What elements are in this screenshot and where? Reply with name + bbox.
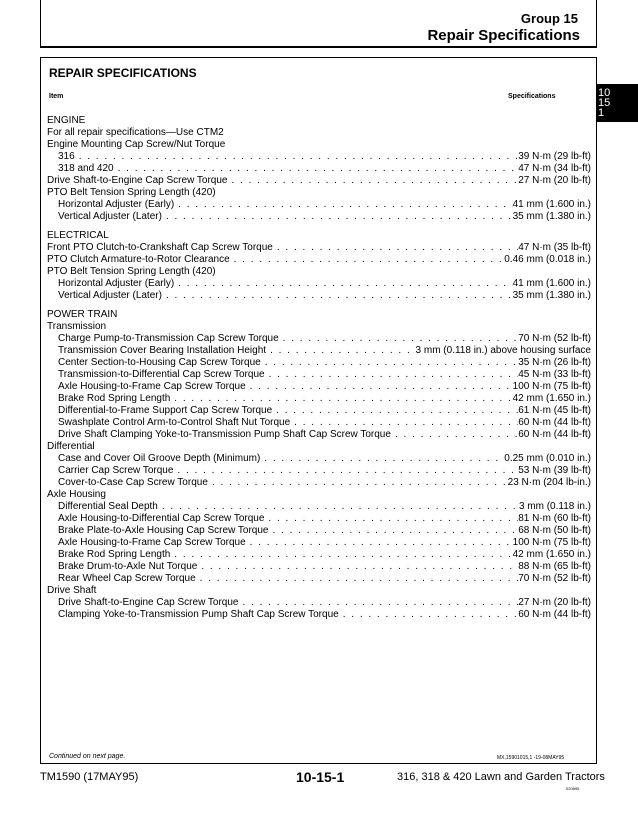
spec-row [47,585,591,597]
spec-row [47,309,591,321]
spec-item-label: Drive Shaft Clamping Yoke-to-Transmission Pump Shaft Cap Screw Torque [58,429,391,440]
spec-item-label: PTO Belt Tension Spring Length (420) [47,187,216,198]
spec-item-label: Clamping Yoke-to-Transmission Pump Shaft Cap Screw Torque [58,609,339,620]
spec-row [47,501,591,513]
spec-row [47,393,591,405]
spec-value: 41 mm (1.600 in.) [512,278,591,289]
spec-row [47,242,591,254]
spec-row [47,405,591,417]
spec-row [47,453,591,465]
spec-value: 68 N·m (50 lb-ft) [518,525,591,536]
spec-item-label: ENGINE [47,115,86,126]
spec-item-label: POWER TRAIN [47,309,118,320]
section-tab [596,84,638,122]
spec-row [47,211,591,223]
spec-item-label: Center Section-to-Housing Cap Screw Torque [58,357,261,368]
header-right-rule [596,0,597,46]
spec-item-label: Rear Wheel Cap Screw Torque [58,573,196,584]
dot-leader [268,525,518,537]
footer-manual-id: TM1590 (17MAY95) [40,771,139,783]
spec-item-label: Differential Seal Depth [58,501,158,512]
header-left-rule [40,0,41,46]
spec-value: 27 N·m (20 lb-ft) [518,175,591,186]
spec-value: 47 N·m (35 lb-ft) [518,242,591,253]
spec-row [47,290,591,302]
spec-row [47,357,591,369]
tab-line-3: 1 [598,107,605,119]
dot-leader [238,597,518,609]
dot-leader [279,333,519,345]
spec-row [47,139,591,151]
dot-leader [272,405,518,417]
spec-value: 45 N·m (33 lb-ft) [518,369,591,380]
dot-leader [170,393,512,405]
spec-item-label: Swashplate Control Arm-to-Control Shaft Nut Torque [58,417,291,428]
spec-value: 61 N·m (45 lb-ft) [518,405,591,416]
spec-item-label: Brake Rod Spring Length [58,549,171,560]
spec-value: 42 mm (1.650 in.) [512,549,591,560]
spec-row [47,187,591,199]
dot-leader [114,163,519,175]
spec-value: 23 N·m (204 lb-in.) [507,477,591,488]
spec-value: 39 N·m (29 lb-ft) [518,151,591,162]
continued-note: Continued on next page. [49,753,126,760]
spec-item-label: 316 [58,151,75,162]
dot-leader [162,290,513,302]
spec-value: 27 N·m (20 lb-ft) [518,597,591,608]
spec-item-label: Transmission Cover Bearing Installation Height [58,345,267,356]
spec-row [47,597,591,609]
spec-value: 70 N·m (52 lb-ft) [518,333,591,344]
spec-item-label: Front PTO Clutch-to-Crankshaft Cap Screw Torque [47,242,273,253]
dot-leader [197,561,518,573]
spec-value: 41 mm (1.600 in.) [512,199,591,210]
spec-item-label: Drive Shaft-to-Engine Cap Screw Torque [47,175,228,186]
spec-row [47,573,591,585]
dot-leader [162,211,513,223]
dot-leader [174,199,512,211]
dot-leader [158,501,519,513]
spec-row [47,513,591,525]
dot-leader [290,417,518,429]
spec-row [47,561,591,573]
dot-leader [196,573,519,585]
spec-value: 0.25 mm (0.010 in.) [504,453,591,464]
spec-item-label: Brake Drum-to-Axle Nut Torque [58,561,198,572]
spec-row [47,266,591,278]
spec-item-label: Engine Mounting Cap Screw/Nut Torque [47,139,226,150]
spec-item-label: Transmission [47,321,107,332]
spec-item-label: Brake Plate-to-Axle Housing Cap Screw Torque [58,525,269,536]
box-heading: REPAIR SPECIFICATIONS [49,66,197,80]
tab-line-2: 15 [598,97,611,109]
spec-item-label: Transmission-to-Differential Cap Screw Torque [58,369,265,380]
spec-value: 60 N·m (44 lb-ft) [518,429,591,440]
spec-row [47,609,591,621]
spec-item-label: Brake Rod Spring Length [58,393,171,404]
dot-leader [264,513,518,525]
header-rule [40,46,597,48]
spec-row [47,441,591,453]
dot-leader [246,537,513,549]
spec-value: 60 N·m (44 lb-ft) [518,417,591,428]
spec-item-label: Horizontal Adjuster (Early) [58,278,175,289]
spec-item-label: Differential [47,441,95,452]
spec-value: 35 mm (1.380 in.) [512,290,591,301]
spec-value: 60 N·m (44 lb-ft) [518,609,591,620]
spec-value: 70 N·m (52 lb-ft) [518,573,591,584]
dot-leader [170,549,512,561]
document-code: MX,15901015,1 -19-08MAY95 [497,755,565,761]
spec-item-label: Differential-to-Frame Support Cap Screw Torque [58,405,273,416]
dot-leader [273,242,518,254]
spec-row [47,321,591,333]
spec-value: 3 mm (0.118 in.) [518,501,591,512]
spec-row [47,254,591,266]
dot-leader [261,357,519,369]
dot-leader [174,278,512,290]
spec-value: 88 N·m (65 lb-ft) [518,561,591,572]
spec-row [47,525,591,537]
dot-leader [173,465,518,477]
spec-value: 81 N·m (60 lb-ft) [518,513,591,524]
spec-row [47,477,591,489]
dot-leader [227,175,518,187]
spec-item-label: Axle Housing-to-Frame Cap Screw Torque [58,381,246,392]
spec-item-label: Drive Shaft [47,585,97,596]
spec-value: 3 mm (0.118 in.) above housing surface [415,345,591,356]
spec-row [47,163,591,175]
footer-code: 020895 [566,786,580,791]
column-header-item: Item [49,93,64,100]
spec-row [47,333,591,345]
spec-row [47,417,591,429]
spec-item-label: For all repair specifications—Use CTM2 [47,127,224,138]
spec-row [47,549,591,561]
spec-row [47,278,591,290]
spec-item-label: Case and Cover Oil Groove Depth (Minimum) [58,453,261,464]
spec-item-label: Horizontal Adjuster (Early) [58,199,175,210]
spec-row [47,115,591,127]
spec-value: 0.46 mm (0.018 in.) [504,254,591,265]
dot-leader [266,345,415,357]
spec-row [47,230,591,242]
spec-item-label: PTO Clutch Armature-to-Rotor Clearance [47,254,230,265]
spec-item-label: Charge Pump-to-Transmission Cap Screw Torque [58,333,279,344]
spec-value: 53 N·m (39 lb-ft) [518,465,591,476]
footer-product-title: 316, 318 & 420 Lawn and Garden Tractors [397,771,605,783]
spec-row [47,537,591,549]
spec-item-label: Drive Shaft-to-Engine Cap Screw Torque [58,597,239,608]
spec-value: 100 N·m (75 lb-ft) [512,537,591,548]
section-title: Repair Specifications [427,27,580,44]
spec-row [47,175,591,187]
spec-row [47,151,591,163]
spec-value: 100 N·m (75 lb-ft) [512,381,591,392]
spec-item-label: PTO Belt Tension Spring Length (420) [47,266,216,277]
dot-leader [339,609,519,621]
footer-page-number: 10-15-1 [296,769,345,785]
dot-leader [208,477,508,489]
spec-item-label: Vertical Adjuster (Later) [58,211,162,222]
dot-leader [265,369,519,381]
spec-item-label: ELECTRICAL [47,230,109,241]
dot-leader [75,151,519,163]
spec-row [47,369,591,381]
dot-leader [391,429,518,441]
column-header-specifications: Specifications [508,93,556,100]
spec-value: 42 mm (1.650 in.) [512,393,591,404]
spec-item-label: Cover-to-Case Cap Screw Torque [58,477,208,488]
spec-row [47,489,591,501]
tab-line-1: 10 [598,87,611,99]
spec-row [47,345,591,357]
spec-row [47,199,591,211]
spec-item-label: Axle Housing [47,489,106,500]
spec-item-label: Axle Housing-to-Differential Cap Screw Torque [58,513,265,524]
spec-item-label: Axle Housing-to-Frame Cap Screw Torque [58,537,246,548]
group-title: Group 15 [520,11,578,26]
spec-row [47,381,591,393]
spec-row [47,127,591,139]
spec-value: 47 N·m (34 lb-ft) [518,163,591,174]
dot-leader [230,254,505,266]
spec-row [47,465,591,477]
dot-leader [246,381,513,393]
spec-item-label: Carrier Cap Screw Torque [58,465,174,476]
spec-item-label: 318 and 420 [58,163,114,174]
dot-leader [260,453,504,465]
spec-row [47,429,591,441]
spec-value: 35 mm (1.380 in.) [512,211,591,222]
spec-value: 35 N·m (26 lb-ft) [518,357,591,368]
spec-rows [47,115,591,621]
spec-item-label: Vertical Adjuster (Later) [58,290,162,301]
